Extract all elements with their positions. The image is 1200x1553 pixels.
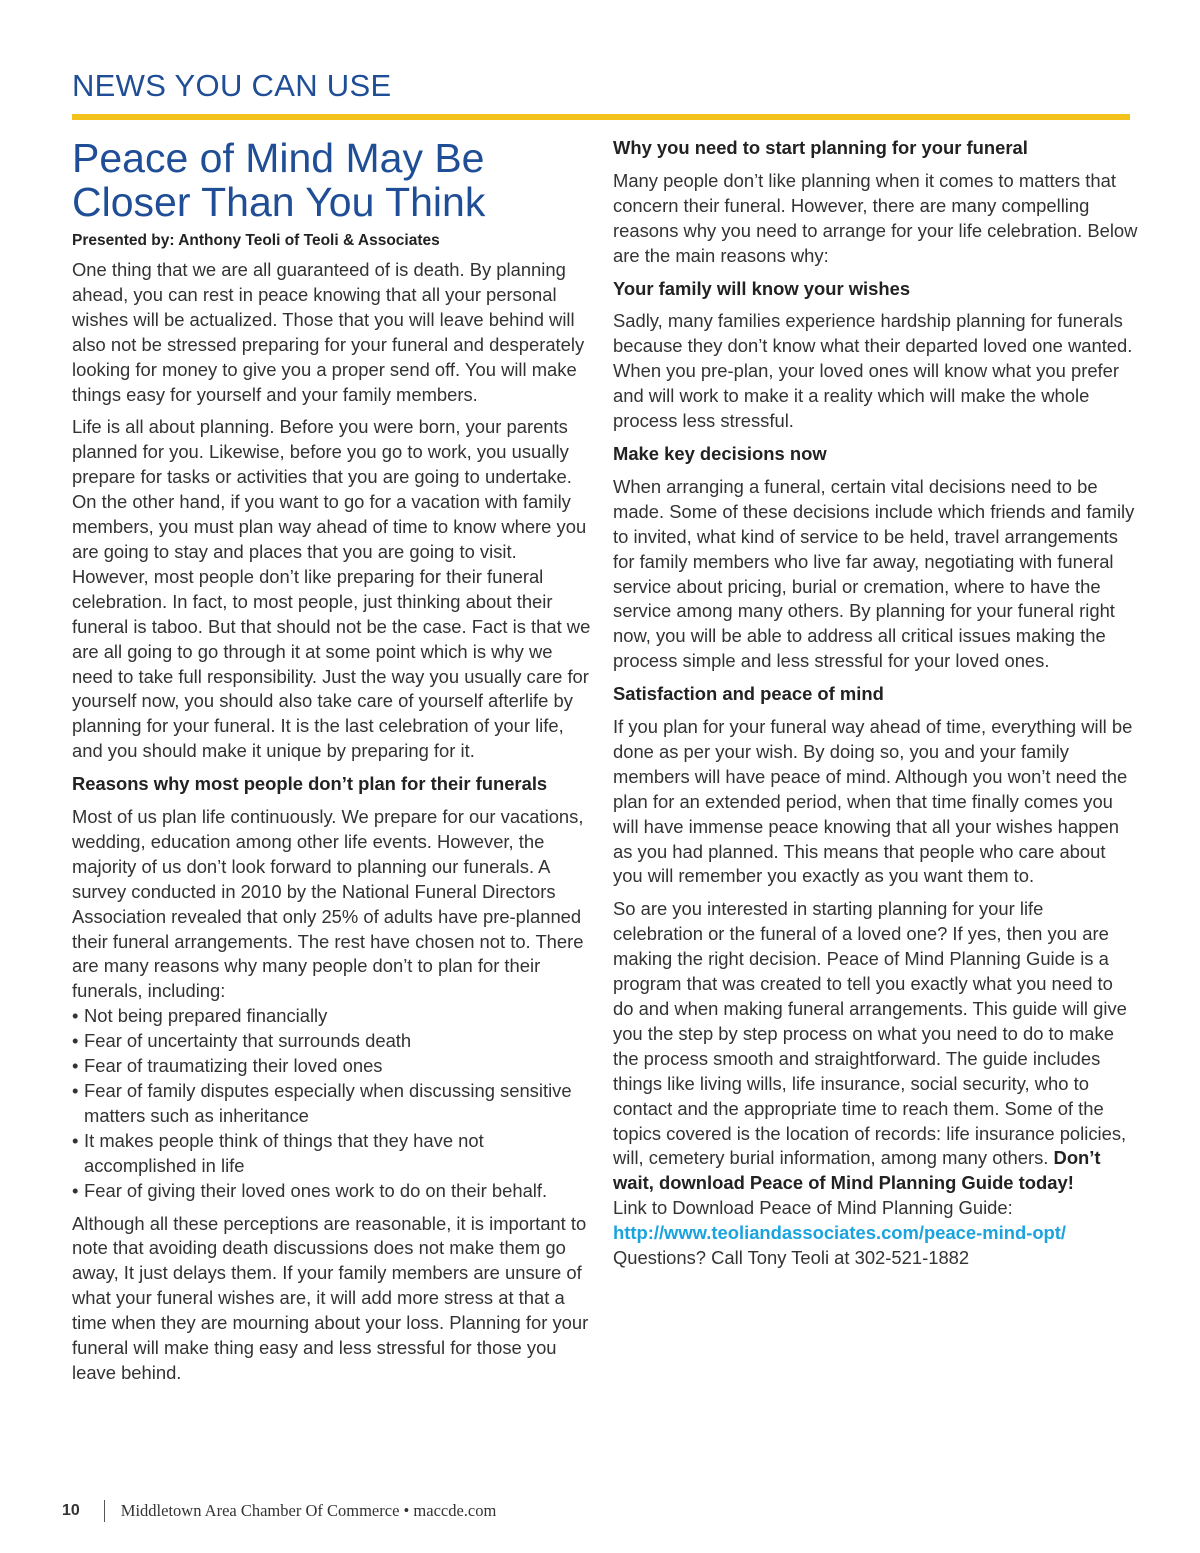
paragraph-guide xyxy=(613,897,1138,1196)
paragraph-planning: Life is all about planning. Before you were born, your parents planned for you. Likewise, before you go to work, you usually prepare for tasks or activities that you are going to undertake. On the other hand, if you want to go for a vacation with family members, you must plan way ahead of time to know where you are going to stay and places that you are going to visit. However, most people don’t like preparing for their funeral celebration. In fact, to most people, just thinking about their funeral is taboo. But that should not be the case. Fact is that we are all going to go through it at some point which is why we need to take full responsibility. Just the way you usually care for yourself now, you should also take care of yourself afterlife by planning for your funeral. It is the last celebration of your life, and you should make it unique by preparing for it. xyxy=(72,416,591,762)
article-title-line-1: Peace of Mind May Be xyxy=(72,135,485,181)
heading-key-decisions: Make key decisions now xyxy=(613,442,827,464)
bullet-icon: • xyxy=(72,1129,79,1151)
bullet-icon: • xyxy=(72,1055,79,1077)
list-item: • Fear of uncertainty that surrounds death xyxy=(72,1029,592,1054)
reasons-list xyxy=(72,1004,592,1203)
right-column xyxy=(613,136,1138,1271)
page-footer xyxy=(62,1500,496,1522)
guide-text: So are you interested in starting planning for your life celebration or the funeral of a loved one? If yes, then you are making the right decision. Peace of Mind Planning Guide is a program that was created to tell you exactly what you need to do and when making funeral arrangements. This guide will give you the step by step process on what you need to do to make the process smooth and straightforward. The guide includes things like living wills, life insurance, social security, who to contact and the appropriate time to reach them. Some of the topics covered is the location of records: life insurance policies, will, cemetery burial information, among many others. xyxy=(613,898,1127,1169)
paragraph-intro: One thing that we are all guaranteed of is death. By planning ahead, you can rest in peace knowing that all your personal wishes will be actualized. Those that you will leave behind will also not be stressed preparing for your funeral and desperately looking for money to give you a proper send off. You will make things easy for yourself and your family members. xyxy=(72,259,585,405)
paragraph-satisfaction: If you plan for your funeral way ahead of time, everything will be done as per your wish. By doing so, you and your family members will have peace of mind. Although you won’t need the plan for an extended period, when that time finally comes you will have immense peace knowing that all your wishes happen as you had planned. This means that people who care about you will remember you exactly as you want them to. xyxy=(613,716,1133,887)
list-item: • Not being prepared financially xyxy=(72,1004,592,1029)
heading-why: Why you need to start planning for your funeral xyxy=(613,137,1028,158)
article-title xyxy=(72,136,592,224)
list-item: • Fear of traumatizing their loved ones xyxy=(72,1054,592,1079)
heading-family-wishes: Your family will know your wishes xyxy=(613,277,911,299)
bullet-icon: • xyxy=(72,1005,79,1027)
call-to-action: Don’t wait, download Peace of Mind Planning Guide today! xyxy=(613,1147,1101,1194)
publication-name: Middletown Area Chamber Of Commerce • maccde.com xyxy=(120,1501,497,1520)
heading-satisfaction: Satisfaction and peace of mind xyxy=(613,683,884,705)
download-link[interactable]: http://www.teoliandassociates.com/peace-mind-opt/ xyxy=(613,1222,1067,1244)
download-label: Link to Download Peace of Mind Planning Guide: xyxy=(613,1197,1013,1219)
paragraph-perceptions: Although all these perceptions are reasonable, it is important to note that avoiding death discussions does not make them go away, It just delays them. If your family members are unsure of what your funeral wishes are, it will add more stress at that a time when they are mourning about your loss. Planning for your funeral will make thing easy and less stressful for those you leave behind. xyxy=(72,1212,589,1383)
bullet-icon: • xyxy=(72,1080,79,1101)
header-rule xyxy=(72,114,1130,120)
bullet-icon: • xyxy=(72,1030,79,1052)
bullet-icon: • xyxy=(72,1179,79,1201)
list-item: • Fear of giving their loved ones work to do on their behalf. xyxy=(72,1179,592,1204)
footer-divider xyxy=(104,1500,105,1522)
list-item: • Fear of family disputes especially when discussing sensitive matters such as inheritance xyxy=(72,1080,572,1126)
paragraph-why: Many people don’t like planning when it comes to matters that concern their funeral. However, there are many compelling reasons why you need to arrange for your life celebration. Below are the main reasons why: xyxy=(613,169,1138,266)
article-title-line-2: Closer Than You Think xyxy=(72,179,486,225)
list-item: • It makes people think of things that they have not accomplished in life xyxy=(72,1129,484,1176)
paragraph-survey: Most of us plan life continuously. We prepare for our vacations, wedding, education among other life events. However, the majority of us don’t look forward to planning our funerals. A survey conducted in 2010 by the National Funeral Directors Association revealed that only 25% of adults have pre-planned their funeral arrangements. The rest have chosen not to. There are many reasons why many people don’t to plan for their funerals, including: xyxy=(72,806,584,1002)
left-column xyxy=(72,136,592,1394)
download-line xyxy=(613,1196,1138,1246)
paragraph-family-wishes: Sadly, many families experience hardship planning for funerals because they don’t know what their departed loved one wanted. When you pre-plan, your loved ones will know what you prefer and will work to make it a reality which will make the whole process less stressful. xyxy=(613,310,1133,432)
contact-line: Questions? Call Tony Teoli at 302-521-1882 xyxy=(613,1247,970,1269)
section-header: NEWS YOU CAN USE xyxy=(72,68,392,103)
page-number: 10 xyxy=(62,1502,80,1519)
byline: Presented by: Anthony Teoli of Teoli & Associates xyxy=(72,232,440,249)
paragraph-key-decisions: When arranging a funeral, certain vital decisions need to be made. Some of these decisions include which friends and family to invited, what kind of service to be held, travel arrangements for family members who live far away, negotiating with funeral service about pricing, burial or cremation, where to have the service among many others. By planning for your funeral right now, you will be able to address all critical issues making the process simple and less stressful for your loved ones. xyxy=(613,475,1135,672)
heading-reasons: Reasons why most people don’t plan for their funerals xyxy=(72,773,548,795)
